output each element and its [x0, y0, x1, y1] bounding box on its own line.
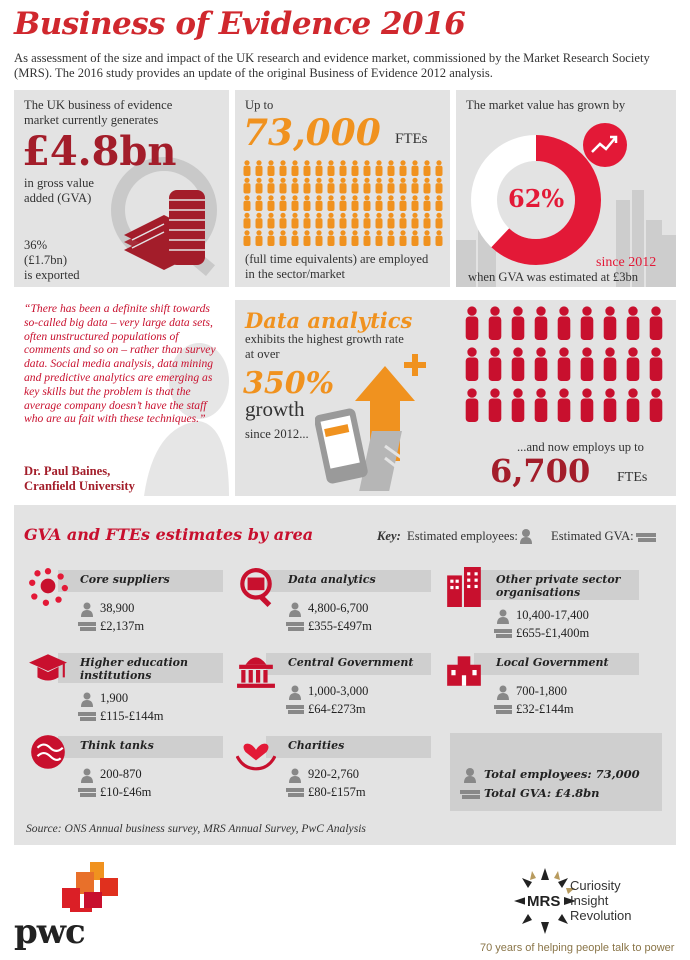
person-figure	[627, 306, 640, 340]
person-figure	[304, 213, 311, 229]
employee-key-icon	[518, 528, 534, 544]
person-figure	[352, 178, 359, 194]
gva-icon	[78, 621, 96, 633]
areas-panel	[14, 505, 676, 845]
gva-icon	[78, 787, 96, 799]
person-figure	[581, 306, 594, 340]
person-figure	[268, 178, 275, 194]
person-figure	[244, 213, 251, 229]
area-gva: £115-£144m	[100, 709, 164, 723]
person-figure	[436, 178, 443, 194]
person-figure	[280, 195, 287, 211]
area-gva: £655-£1,400m	[516, 626, 590, 640]
person-figure	[256, 178, 263, 194]
export-desc: is exported	[24, 268, 80, 282]
employee-icon	[496, 685, 510, 700]
person-figure	[604, 306, 617, 340]
person-figure	[364, 230, 371, 246]
person-figure	[352, 195, 359, 211]
gva-icon	[286, 787, 304, 799]
person-figure	[376, 178, 383, 194]
mortarboard-icon	[28, 650, 68, 690]
intro-text: As assessment of the size and impact of the UK research and evidence market, commissioned by the Market Research Society (MRS). The 2016 study provides an update of the original Business of Evidence 2012 analysis.	[14, 51, 650, 80]
gva-icon	[494, 628, 512, 640]
export-percent: 36%	[24, 238, 48, 252]
export-amount: (£1.7bn)	[24, 253, 68, 267]
person-figure	[364, 195, 371, 211]
person-figure	[558, 388, 571, 422]
phone-growth-arrow-icon	[315, 346, 445, 496]
network-icon	[28, 567, 68, 607]
person-figure	[280, 160, 287, 176]
person-figure	[256, 195, 263, 211]
person-figure	[412, 195, 419, 211]
person-figure	[388, 195, 395, 211]
person-figure	[340, 195, 347, 211]
key-employees: Estimated employees:	[407, 529, 518, 543]
person-figure	[244, 178, 251, 194]
quote-author: Dr. Paul Baines,	[24, 464, 111, 478]
person-figure	[376, 160, 383, 176]
employee-icon	[80, 602, 94, 617]
office-buildings-icon	[444, 567, 484, 607]
person-figure	[650, 388, 663, 422]
person-figure	[489, 306, 502, 340]
person-figure	[328, 178, 335, 194]
person-figure	[388, 230, 395, 246]
person-figure	[352, 160, 359, 176]
person-figure	[604, 347, 617, 381]
person-figure	[489, 347, 502, 381]
area-employees: 1,000-3,000	[308, 684, 369, 698]
analytics-desc: exhibits the highest growth rate at over	[245, 332, 404, 361]
area-card	[28, 733, 228, 808]
town-hall-icon	[444, 650, 484, 690]
growth-since: since 2012	[596, 255, 657, 270]
person-figure	[512, 388, 525, 422]
gva-key-icon	[636, 530, 656, 544]
person-figure	[388, 160, 395, 176]
person-figure	[424, 195, 431, 211]
area-employees: 1,900	[100, 691, 129, 705]
gva-lead: The UK business of evidence market currently generates	[24, 98, 173, 127]
person-figure	[424, 178, 431, 194]
mrs-logo-text: MRS	[527, 893, 561, 910]
area-name: Data analytics	[288, 573, 376, 586]
person-figure	[244, 160, 251, 176]
person-figure	[256, 230, 263, 246]
person-figure	[316, 178, 323, 194]
page-title: Business of Evidence 2016	[14, 6, 466, 42]
area-employees: 200-870	[100, 767, 142, 781]
person-figure	[650, 306, 663, 340]
magnifier-data-icon	[236, 567, 276, 607]
area-name: Core suppliers	[80, 573, 170, 586]
analytics-growth: growth	[245, 397, 305, 421]
employee-icon	[288, 768, 302, 783]
person-figure	[650, 347, 663, 381]
person-figure	[466, 306, 479, 340]
person-figure	[352, 230, 359, 246]
analytics-since: since 2012...	[245, 427, 309, 441]
person-figure	[340, 178, 347, 194]
pwc-logo-text: pwc	[14, 912, 85, 952]
person-figure	[436, 195, 443, 211]
growth-panel	[456, 90, 676, 287]
total-employees-icon	[462, 767, 478, 783]
person-figure	[292, 230, 299, 246]
area-employees: 10,400-17,400	[516, 608, 589, 622]
person-figure	[400, 160, 407, 176]
ftes-unit: FTEs	[395, 131, 428, 147]
key-gva: Estimated GVA:	[551, 529, 634, 543]
person-figure	[280, 213, 287, 229]
person-figure	[388, 213, 395, 229]
person-figure	[340, 213, 347, 229]
area-name: Central Government	[288, 656, 414, 669]
area-employees: 38,900	[100, 601, 135, 615]
employee-icon	[496, 609, 510, 624]
person-figure	[292, 160, 299, 176]
area-gva: £64-£273m	[308, 702, 366, 716]
person-figure	[244, 195, 251, 211]
person-figure	[424, 213, 431, 229]
person-figure	[316, 230, 323, 246]
area-name: Local Government	[496, 656, 609, 669]
gva-desc: in gross value added (GVA)	[24, 176, 94, 205]
person-figure	[535, 347, 548, 381]
analytics-panel	[235, 300, 676, 496]
area-name: Charities	[288, 739, 345, 752]
gva-icon	[286, 621, 304, 633]
person-figure	[268, 160, 275, 176]
total-gva: Total GVA: £4.8bn	[484, 786, 600, 800]
area-card	[28, 567, 228, 642]
area-gva: £80-£157m	[308, 785, 366, 799]
area-gva: £355-£497m	[308, 619, 372, 633]
person-figure	[244, 230, 251, 246]
mrs-line-3: Revolution	[570, 908, 632, 923]
areas-title: GVA and FTEs estimates by area	[24, 525, 314, 544]
area-employees: 920-2,760	[308, 767, 360, 781]
mrs-line-1: Curiosity	[570, 878, 621, 893]
area-card	[444, 650, 644, 725]
person-figure	[364, 178, 371, 194]
area-card	[236, 733, 436, 808]
gva-icon	[78, 711, 96, 723]
person-figure	[466, 347, 479, 381]
employee-icon	[80, 692, 94, 707]
person-figure	[316, 160, 323, 176]
area-card	[236, 567, 436, 642]
person-figure	[512, 347, 525, 381]
ftes-desc: (full time equivalents) are employed in the sector/market	[245, 252, 429, 281]
source-note: Source: ONS Annual business survey, MRS Annual Survey, PwC Analysis	[26, 822, 366, 835]
person-figure	[436, 160, 443, 176]
government-building-icon	[236, 650, 276, 690]
person-figure	[412, 178, 419, 194]
trend-chart-icon	[582, 122, 628, 168]
area-gva: £10-£46m	[100, 785, 152, 799]
ftes-number: 73,000	[243, 112, 381, 154]
area-name: Higher education institutions	[80, 656, 188, 682]
person-figure	[364, 213, 371, 229]
person-figure	[364, 160, 371, 176]
person-figure	[400, 213, 407, 229]
employee-icon	[288, 685, 302, 700]
person-figure	[280, 230, 287, 246]
person-figure	[376, 230, 383, 246]
person-figure	[400, 178, 407, 194]
person-figure	[340, 160, 347, 176]
person-figure	[512, 306, 525, 340]
person-figure	[604, 388, 617, 422]
quote-panel	[14, 296, 229, 496]
area-card	[236, 650, 436, 725]
key-label: Key:	[377, 529, 401, 543]
person-figure	[489, 388, 502, 422]
person-figure	[328, 213, 335, 229]
person-figure	[581, 388, 594, 422]
person-figure	[316, 213, 323, 229]
area-card	[28, 650, 228, 725]
brain-icon	[28, 733, 68, 773]
quote-text: “There has been a definite shift towards so-called big data – very large data sets, often unstructured populations of comments and so on – rather than survey data. Social media analysis, data mining and predictive analytics are emerging as key skills but the problem is that the average company doesn’t have the staff who are au fait with these techniques.”	[24, 302, 216, 426]
analytics-unit: FTEs	[617, 470, 648, 485]
person-figure	[268, 195, 275, 211]
person-figure	[627, 388, 640, 422]
person-figure	[328, 160, 335, 176]
gva-icon	[286, 704, 304, 716]
person-figure	[627, 347, 640, 381]
person-figure	[558, 306, 571, 340]
person-figure	[424, 230, 431, 246]
person-figure	[412, 213, 419, 229]
area-employees: 4,800-6,700	[308, 601, 369, 615]
people-grid-red-icon	[463, 306, 673, 426]
person-figure	[280, 178, 287, 194]
mrs-line-2: Insight	[570, 893, 609, 908]
gva-amount: £4.8bn	[22, 128, 177, 175]
ftes-lead: Up to	[245, 98, 274, 112]
person-figure	[436, 213, 443, 229]
person-figure	[268, 230, 275, 246]
area-gva: £32-£144m	[516, 702, 574, 716]
person-figure	[581, 347, 594, 381]
quote-org: Cranfield University	[24, 479, 135, 493]
mrs-tagline: 70 years of helping people talk to power	[480, 942, 675, 954]
person-figure	[376, 213, 383, 229]
person-figure	[400, 195, 407, 211]
person-figure	[412, 230, 419, 246]
person-figure	[328, 195, 335, 211]
person-figure	[292, 178, 299, 194]
person-figure	[256, 213, 263, 229]
total-gva-icon	[460, 788, 480, 802]
growth-desc: when GVA was estimated at £3bn	[468, 270, 639, 284]
person-figure	[535, 306, 548, 340]
growth-percent: 62%	[508, 184, 565, 213]
employee-icon	[80, 768, 94, 783]
person-figure	[424, 160, 431, 176]
area-card	[444, 567, 644, 642]
growth-lead: The market value has grown by	[466, 98, 626, 112]
person-figure	[436, 230, 443, 246]
person-figure	[292, 213, 299, 229]
person-figure	[535, 388, 548, 422]
person-figure	[256, 160, 263, 176]
area-name: Think tanks	[80, 739, 154, 752]
area-name: Other private sector organisations	[496, 573, 621, 599]
analytics-employs: ...and now employs up to	[517, 440, 644, 454]
people-grid-icon	[242, 160, 447, 248]
gva-panel	[14, 90, 229, 287]
person-figure	[558, 347, 571, 381]
ftes-panel	[235, 90, 450, 287]
person-figure	[304, 195, 311, 211]
person-figure	[340, 230, 347, 246]
person-figure	[412, 160, 419, 176]
employee-icon	[288, 602, 302, 617]
analytics-number: 6,700	[490, 452, 591, 490]
analytics-title: Data analytics	[245, 308, 413, 333]
person-figure	[304, 160, 311, 176]
person-figure	[268, 213, 275, 229]
person-figure	[316, 195, 323, 211]
gva-icon	[494, 704, 512, 716]
person-figure	[388, 178, 395, 194]
person-figure	[400, 230, 407, 246]
heart-hands-icon	[236, 733, 276, 773]
area-gva: £2,137m	[100, 619, 145, 633]
person-figure	[376, 195, 383, 211]
analytics-percent: 350%	[243, 366, 335, 401]
person-figure	[304, 178, 311, 194]
person-figure	[292, 195, 299, 211]
totals-box	[450, 733, 662, 811]
area-employees: 700-1,800	[516, 684, 568, 698]
person-figure	[466, 388, 479, 422]
total-employees: Total employees: 73,000	[484, 767, 640, 781]
person-figure	[304, 230, 311, 246]
person-figure	[328, 230, 335, 246]
person-figure	[352, 213, 359, 229]
